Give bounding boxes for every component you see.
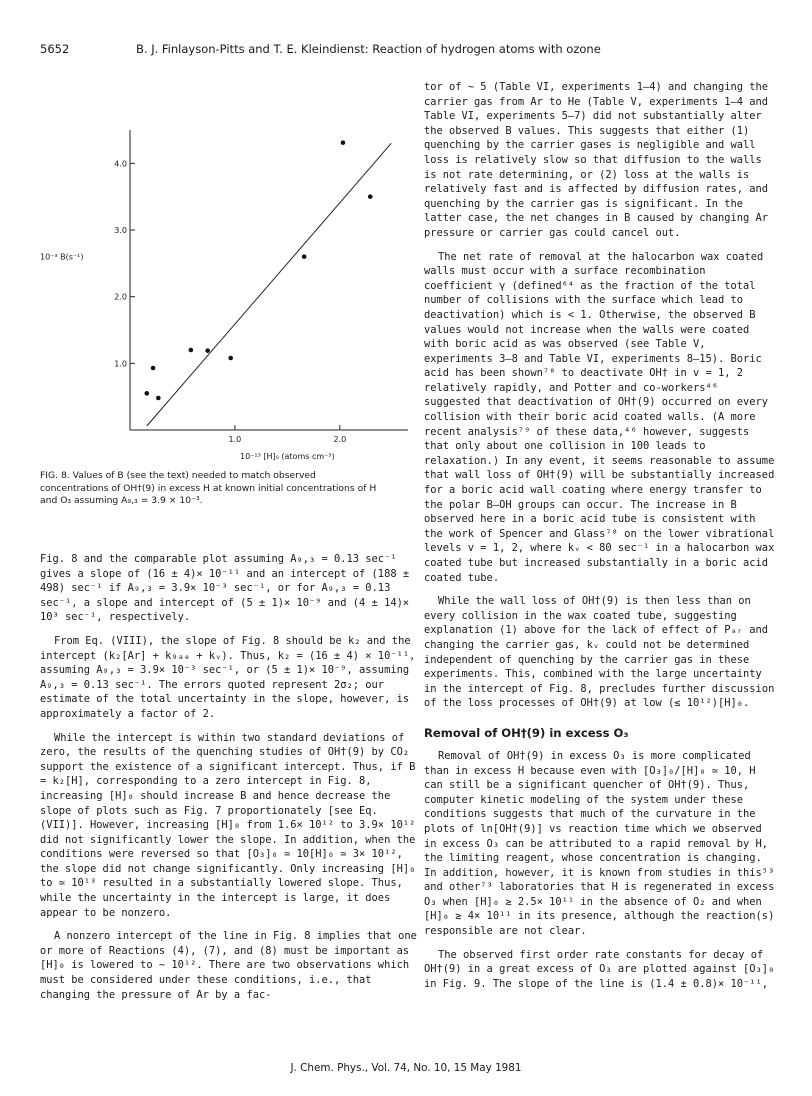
- paragraph: A nonzero intercept of the line in Fig. 8 implies that one or more of Reactions (4), (7), and (8) must be important as [H]₀ is lowered to ~ 10¹². There are two observations which must be considered under these conditions, i.e., that changing the pressure of Ar by a fac-: [40, 930, 417, 1001]
- data-point: [228, 356, 233, 361]
- left-column-text: [40, 552, 418, 1011]
- data-point: [368, 194, 373, 199]
- right-column-text: [424, 80, 778, 1000]
- paragraph: tor of ~ 5 (Table VI, experiments 1–4) and changing the carrier gas from Ar to He (Table V, experiments 1–4 and Table VI, experiments 5–7) did not substantially alter the observed B values. This suggests that either (1) quenching by the carrier gases is negligible and wall loss is relatively slow so that diffusion to the walls is not rate determining, or (2) loss at the walls is relatively fast and is affected by diffusion rates, and quenching by the carrier gas is significant. In the latter case, the net changes in B caused by changing Ar pressure or carrier gas could cancel out.: [424, 81, 769, 239]
- paragraph: From Eq. (VIII), the slope of Fig. 8 should be k₂ and the intercept (k₂[Ar] + k₉ₐₑ + kᵥ). Thus, k₂ = (16 ± 4) × 10⁻¹¹, assuming A₉,₃ = 3.9× 10⁻³ sec⁻¹, or (5 ± 1)× 10⁻⁹, assuming A₉,₃ = 0.13 sec⁻¹. The errors quoted represent 2σ₂; our estimate of the total uncertainty in the slope, however, is approximately a factor of 2.: [40, 634, 416, 720]
- x-tick-label: 1.0: [228, 435, 242, 444]
- page-number: 5652: [40, 42, 70, 56]
- y-tick-label: 4.0: [114, 159, 127, 169]
- data-point: [205, 348, 210, 353]
- figure-caption: FIG. 8. Values of B (see the text) needed to match observed concentrations of OH†(9) in excess H at known initial concentrations of H and O₃ assuming A₉,₃ = 3.9 × 10⁻³.: [40, 470, 377, 507]
- y-tick-label: 3.0: [114, 226, 127, 235]
- x-axis-label: 10⁻¹³ [H]₀ (atoms cm⁻³): [240, 452, 335, 461]
- paragraph: While the wall loss of OH†(9) is then less than on every collision in the wax coated tube, suggesting explanation (1) above for the lack of effect of Pₐᵣ and changing the carrier gas, kᵥ could not be determined independent of quenching by the carrier gas in these experiments. This, combined with the large uncertainty in the intercept of Fig. 8, precludes further discussion of the loss processes of OH†(9) at low (≲ 10¹²)[H]₀.: [424, 595, 775, 710]
- paragraph: Fig. 8 and the comparable plot assuming A₉,₃ = 0.13 sec⁻¹ gives a slope of (16 ± 4)× 10⁻¹¹ and an intercept of (188 ± 498) sec⁻¹ if A₉,₃ = 3.9× 10⁻³ sec⁻¹, or for A₉,₃ = 0.13 sec⁻¹, a slope and intercept of (5 ± 1)× 10⁻⁹ and (4 ± 14)× 10³ sec⁻¹, respectively.: [40, 553, 410, 624]
- paragraph: The observed first order rate constants for decay of OH†(9) in a great excess of O₃ are plotted against [O₃]₀ in Fig. 9. The slope of the line is (1.4 ± 0.8)× 10⁻¹¹,: [424, 948, 775, 990]
- data-point: [156, 396, 161, 401]
- paragraph: While the intercept is within two standard deviations of zero, the results of the quenching studies of OH†(9) by CO₂ support the existence of a significant intercept. Thus, if B = k₂[H], corresponding to a zero intercept in Fig. 8, increasing [H]₀ should increase B and hence decrease the slope of plots such as Fig. 7 proportionately [see Eq. (VII)]. However, increasing [H]₀ from 1.6× 10¹² to 3.9× 10¹² did not significantly lower the slope. In addition, when the conditions were reversed so that [O₃]₀ ≃ 10[H]₀ ≃ 3× 10¹², the slope did not change significantly. Only increasing [H]₀ to ≃ 10¹³ resulted in a substantially lowered slope. Thus, while the uncertainty in the intercept is large, it does appear to be nonzero.: [40, 731, 416, 919]
- figure-8-chart: [40, 80, 418, 470]
- y-tick-label: 1.0: [114, 359, 127, 369]
- x-tick-label: 2.0: [333, 435, 347, 444]
- data-point: [144, 391, 149, 396]
- data-point: [189, 348, 194, 353]
- paragraph: Removal of OH†(9) in excess O₃ is more complicated than in excess H because even with [O₃]₀/[H]₀ ≃ 10, H can still be a significant quencher of OH†(9). Thus, computer kinetic modeling of the system under these conditions suggests that much of the curvature in the plots of ln[OH†(9)] vs reaction time which we observed in excess O₃ can be attributed to a rapid removal by H, the limiting reagent, whose concentration is changing. In addition, however, it is known from studies in this⁵³ and other⁷³ laboratories that H is regenerated in excess O₃ when [H]₀ ≳ 2.5× 10¹¹ in the absence of O₂ and when [H]₀ ≳ 4× 10¹¹ in its presence, although the reaction(s) responsible are not clear.: [424, 749, 775, 938]
- fit-line: [147, 143, 391, 426]
- data-point: [302, 254, 307, 259]
- y-tick-label: 2.0: [114, 292, 127, 302]
- scatter-plot: [40, 80, 418, 470]
- journal-footer: J. Chem. Phys., Vol. 74, No. 10, 15 May 1981: [290, 1062, 522, 1074]
- running-title: B. J. Finlayson-Pitts and T. E. Kleindienst: Reaction of hydrogen atoms with ozone: [136, 42, 601, 56]
- section-heading: Removal of OH†(9) in excess O₃: [424, 725, 629, 740]
- data-point: [151, 366, 156, 371]
- data-point: [341, 140, 346, 145]
- paragraph: The net rate of removal at the halocarbon wax coated walls must occur with a surface recombination coefficient γ (defined⁶⁴ as the fraction of the total number of collisions with the surface which lead to deactivation) which is < 1. Otherwise, the observed B values would not increase when the walls were coated with boric acid as was observed (see Table V, experiments 3–8 and Table VI, experiments 8–15). Boric acid has been shown⁷⁸ to deactivate OH† in v = 1, 2 relatively rapidly, and Potter and co-workers⁴⁶ suggested that deactivation of OH†(9) occurred on every collision with their boric acid coated walls. (A more recent analysis⁷⁹ of these data,⁴⁶ however, suggests that only about one collision in 100 leads to relaxation.) In any event, it seems reasonable to assume that wall loss of OH†(9) will be substantially increased for a boric acid wall coating where energy transfer to the polar B–OH groups can occur. The increase in B observed here in a boric acid tube is consistent with the work of Spencer and Glass⁷⁸ on the lower vibrational levels v = 1, 2, where kᵥ < 80 sec⁻¹ in a halocarbon wax coated tube but increased substantially in a boric acid coated tube.: [424, 250, 775, 584]
- y-axis-label: 10⁻³ B(s⁻¹): [40, 252, 84, 262]
